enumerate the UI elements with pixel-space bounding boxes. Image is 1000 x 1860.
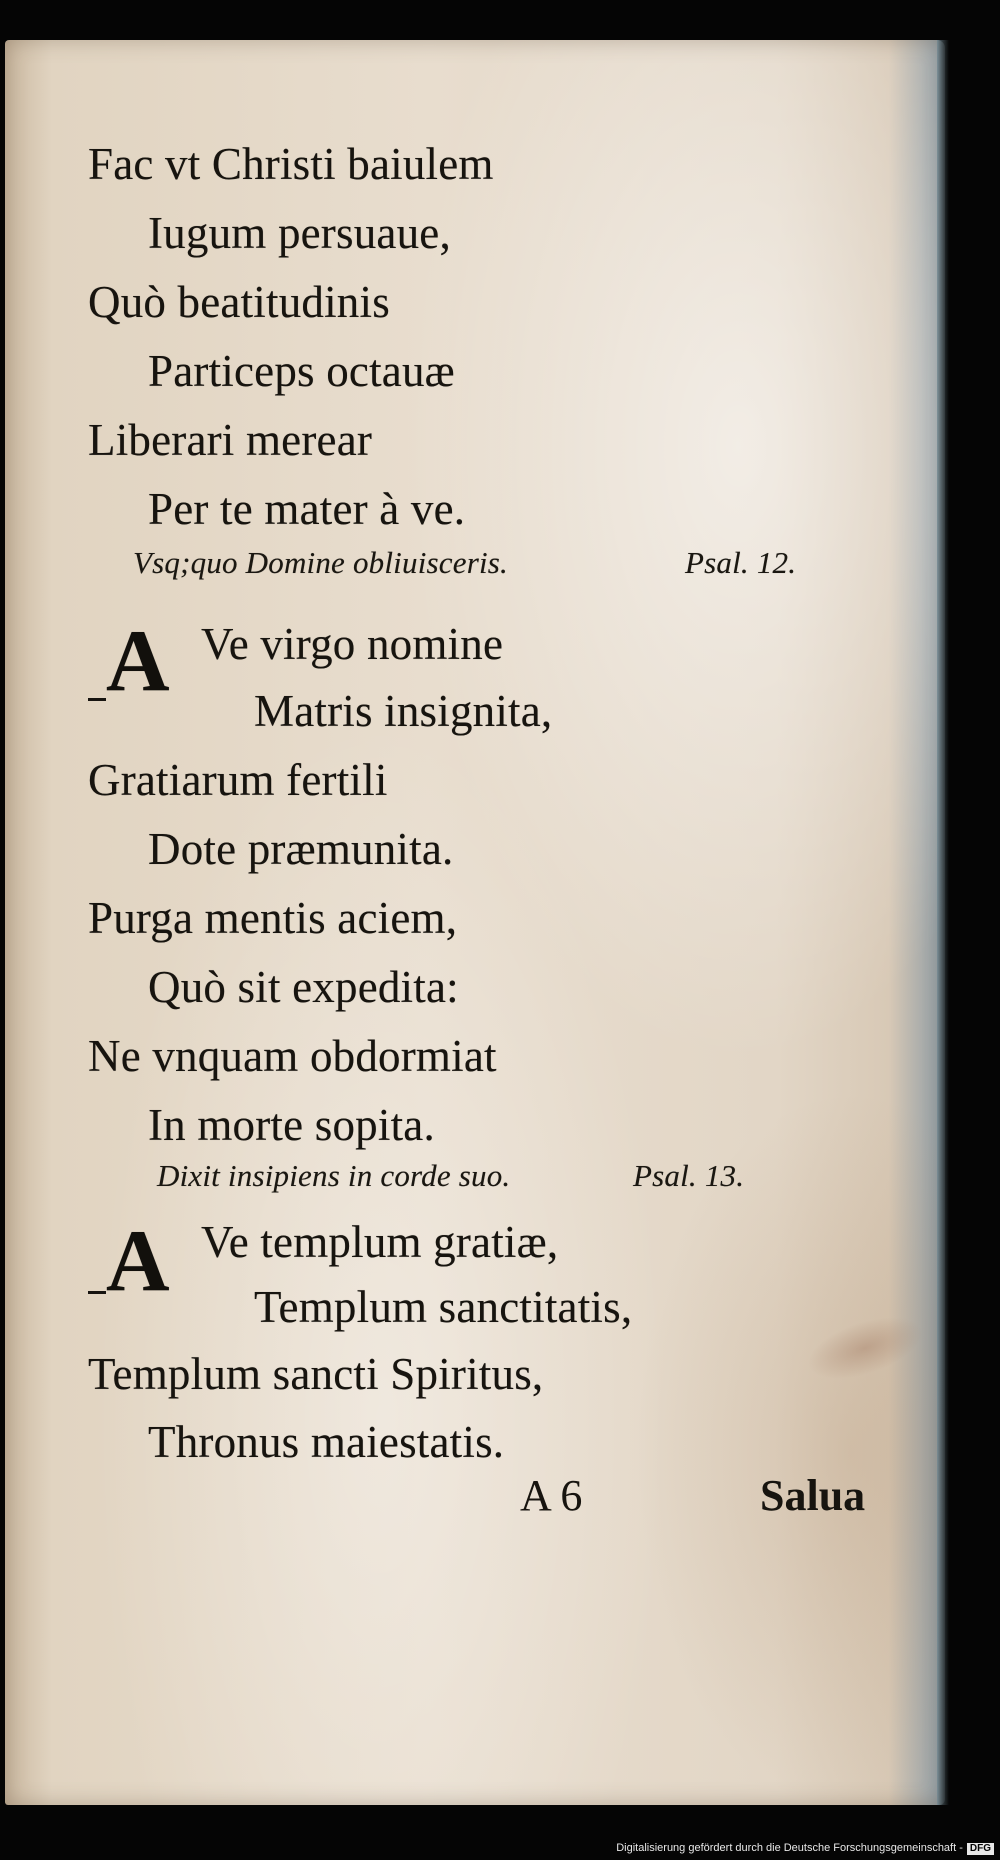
verse-line: Iugum persuaue,	[148, 208, 451, 258]
verse-line: Matris insignita,	[254, 686, 553, 736]
psalm-reference: Psal. 13.	[633, 1158, 745, 1193]
verse-line: Fac vt Christi baiulem	[88, 139, 494, 189]
catchword: Salua	[760, 1471, 866, 1520]
psalm-rubric: Vsq;quo Domine obliuisceris.	[133, 545, 508, 580]
paper-stain	[800, 1305, 930, 1392]
initial-ornament	[88, 1291, 106, 1294]
verse-line: Quò sit expedita:	[148, 962, 459, 1012]
verse-line: Dote præmunita.	[148, 824, 454, 874]
verse-line: Particeps octauæ	[148, 346, 455, 396]
verse-line: Liberari merear	[88, 415, 373, 465]
initial-ornament	[88, 698, 106, 701]
verse-line: Thronus maiestatis.	[148, 1417, 505, 1467]
verse-line: Ve virgo nomine	[201, 619, 504, 669]
dfg-logo: DFG	[967, 1843, 994, 1855]
dfg-credit-text: Digitalisierung gefördert durch die Deutsche Forschungsgemeinschaft -	[616, 1842, 963, 1854]
signature-mark: A 6	[520, 1471, 583, 1520]
verse-line: Templum sanctitatis,	[254, 1282, 633, 1332]
verse-line: Quò beatitudinis	[88, 277, 390, 327]
verse-line: Gratiarum fertili	[88, 755, 388, 805]
verse-line: Ve templum gratiæ,	[201, 1217, 559, 1267]
psalm-reference: Psal. 12.	[685, 545, 797, 580]
digitization-credit	[616, 1842, 994, 1855]
manuscript-page	[5, 40, 945, 1805]
verse-line: Per te mater à ve.	[148, 484, 466, 534]
verse-line: Templum sancti Spiritus,	[88, 1349, 544, 1399]
verse-line: Purga mentis aciem,	[88, 893, 458, 943]
verse-line: Ne vnquam obdormiat	[88, 1031, 497, 1081]
psalm-rubric: Dixit insipiens in corde suo.	[157, 1158, 511, 1193]
verse-line: In morte sopita.	[148, 1100, 435, 1150]
initial-letter: A	[106, 1213, 170, 1310]
initial-letter: A	[106, 613, 170, 710]
